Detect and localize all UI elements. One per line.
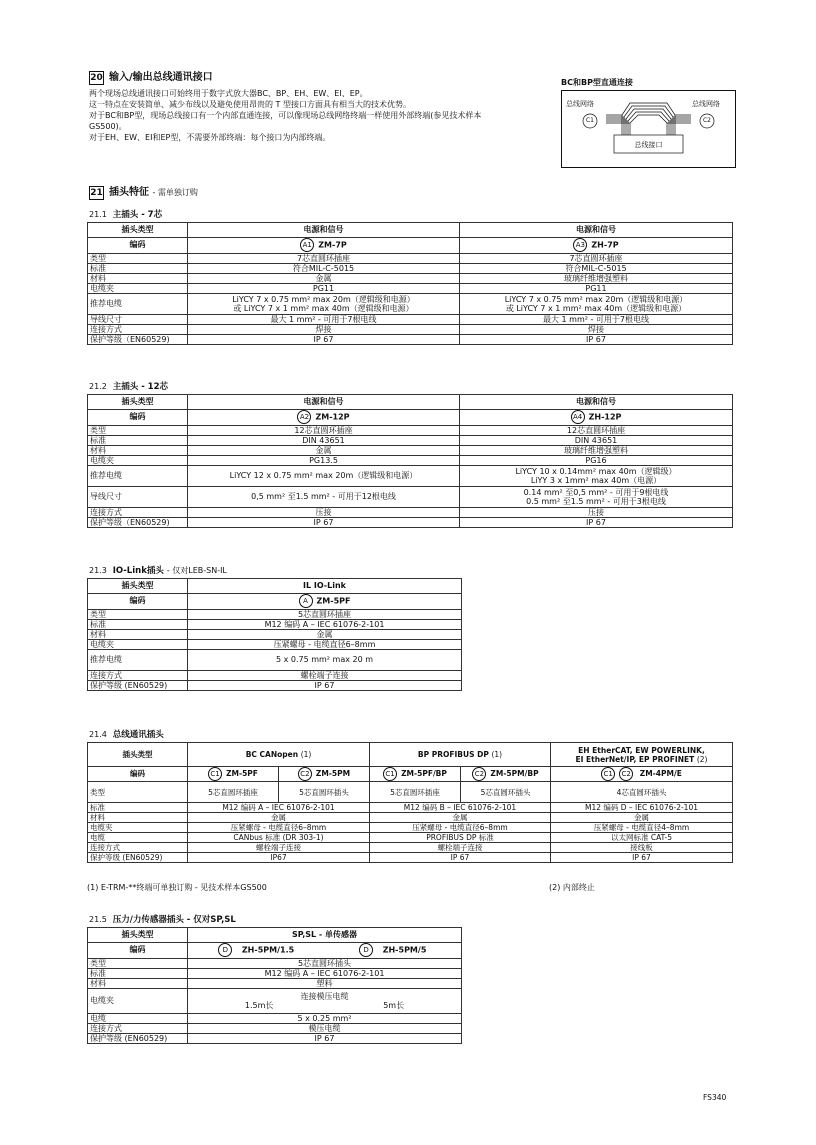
table-cell: 螺栓端子连接 [188,843,370,853]
row-label: 编码 [88,594,188,610]
col-header: 插头类型 [88,395,188,410]
code-circle: A3 [573,238,587,252]
table-cell [188,988,462,1013]
table-cell: 压紧螺母 - 电缆直径6–8mm [188,639,462,649]
table-cell: PROFIBUS DP 标准 [370,833,551,843]
cell-line: 5m长 [383,1000,405,1010]
table-cell: 焊接 [188,324,460,334]
right-bus-label: 总线网络 [692,100,720,108]
row-label: 电缆夹 [88,639,188,649]
header-text: EI EtherNet/IP, EP PROFINET [575,754,695,764]
heading-text: 总线通讯插头 [112,730,164,740]
table-cell: IP 67 [188,334,460,344]
code-circle: C2 [619,767,633,781]
row-label: 保护等级 (EN60529) [88,680,188,690]
row-label: 标准 [88,619,188,629]
code-circle: A2 [297,410,311,424]
col-header: 电源和信号 [188,395,460,410]
cell-line: 0.5 mm² 至1.5 mm² - 可用于3根电线 [526,496,666,506]
row-label: 推荐电缆 [88,649,188,670]
heading-text: IO-Link插头 [112,566,164,576]
cell-line: 0,5 mm² 至1.5 mm² - 可用于12根电线 [251,492,396,501]
col-header: 插头类型 [88,579,188,594]
row-label: 编码 [88,238,188,254]
section-20-title [89,68,213,85]
cell-line: LiYCY 7 x 0.75 mm² max 20m（逻辑级和电源） [504,294,688,304]
table-cell: 最大 1 mm² - 可用于7根电线 [460,314,733,324]
table-cell: IP 67 [370,853,551,863]
code-circle: D [359,943,373,957]
row-label: 标准 [88,263,188,273]
table-cell: 5芯直圆环插头 [188,958,462,968]
row-label: 导线尺寸 [88,486,188,507]
code-circle: A [299,594,313,608]
col-header: IL IO-Link [188,579,462,594]
section-number: 20 [90,73,103,83]
table-cell: 金属 [188,273,460,283]
code-cell [188,943,325,959]
table-cell: 压紧螺母 - 电缆直径6–8mm [188,823,370,833]
col-header: 插头类型 [88,743,188,767]
table-cell [460,293,733,314]
table-cell: 压接 [460,507,733,517]
section-20-text [89,88,549,143]
table-cell: 压接 [188,507,460,517]
table-cell: 5芯直圆环插头 [461,782,551,803]
row-label: 保护等级 (EN60529) [88,1033,188,1043]
paragraph-line: GS500)。 [89,122,127,131]
code-text: ZM-4PM/E [639,769,682,778]
table-cell: IP 67 [188,680,462,690]
row-label: 推荐电缆 [88,293,188,314]
table-21-4 [87,742,733,863]
table-cell: M12 编码 A – IEC 61076-2-101 [188,968,462,978]
heading-21-4 [89,728,164,740]
table-cell: 金属 [188,813,370,823]
heading-text: 主插头 - 12芯 [112,382,169,392]
cell-line: LiYY 3 x 1mm² max 40m（电源） [530,475,662,485]
paragraph-line: 两个现场总线通讯接口可始终用于数字式放大器BC、BP、EH、EW、EI、EP。 [89,89,368,98]
cell-line: LiYCY 7 x 0.75 mm² max 20m（逻辑级和电源） [232,294,415,304]
cell-line: 0.14 mm² 至0,5 mm² - 可用于9根电线 [523,487,669,497]
heading-number: 21.5 [89,915,107,924]
table-cell: 5芯直圆环插座 [370,782,461,803]
footnote-ref: (1) [491,749,503,759]
table-cell: 5芯直圆环插座 [188,782,279,803]
cell-line: 或 LiYCY 7 x 1 mm² max 40m（逻辑级和电源） [505,303,687,313]
code-cell [460,410,733,426]
table-21-5 [87,927,462,1044]
row-label: 类型 [88,958,188,968]
bus-interface-label: 总线接口 [634,141,663,149]
table-cell: PG16 [460,455,733,465]
col-header-bp [370,743,551,767]
code-cell [325,943,462,959]
table-cell: DIN 43651 [460,435,733,445]
footnote-2: (2) 内部终止 [549,883,595,892]
table-cell: 金属 [551,813,733,823]
row-label: 类型 [88,253,188,263]
heading-number: 21.2 [89,382,107,391]
row-label: 类型 [88,425,188,435]
table-cell: 4芯直圆环插头 [551,782,733,803]
row-label: 编码 [88,767,188,782]
section-number: 21 [90,188,103,198]
code-text: ZH-7P [591,240,619,250]
code-circle: C2 [472,767,486,781]
table-cell: 5芯直圆环插头 [279,782,370,803]
left-bus-label: 总线网络 [566,100,594,108]
row-label: 标准 [88,435,188,445]
code-circle: C2 [298,767,312,781]
page-number: FS340 [703,1093,727,1102]
row-label: 电缆夹 [88,823,188,833]
paragraph-line: 这一特点在安装简单、减少布线以及避免使用昂贵的 T 型接口方面具有相当大的技术优势。 [89,100,411,109]
row-label: 标准 [88,803,188,813]
code-circle: A4 [571,410,585,424]
heading-text: 主插头 - 7芯 [112,210,163,220]
table-cell: 符合MIL-C-5015 [188,263,460,273]
row-label: 编码 [88,943,188,959]
footnote-1: (1) E-TRM-**终端可单独订购 - 见技术样本GS500 [87,883,267,892]
diagram-title: BC和BP型直通连接 [561,78,633,87]
row-label: 连接方式 [88,670,188,680]
col-header: 电源和信号 [188,223,460,238]
table-cell [460,486,733,507]
passthrough-diagram [561,90,736,168]
code-text: ZM-5PF/BP [401,769,447,778]
table-cell: M12 编码 A – IEC 61076-2-101 [188,803,370,813]
col-header: 电源和信号 [460,395,733,410]
code-text: ZM-5PF [316,596,351,606]
code-text: ZH-12P [588,412,622,422]
table-cell: 金属 [188,629,462,639]
cell-line: 1.5m长 [244,1000,274,1010]
header-text: BC CANopen [245,749,299,759]
table-cell [188,486,460,507]
heading-number: 21.1 [89,210,107,219]
col-header: SP,SL - 单传感器 [188,928,462,943]
table-cell: 螺栓端子连接 [188,670,462,680]
row-label: 连接方式 [88,507,188,517]
table-cell: 金属 [188,445,460,455]
row-label: 电缆夹 [88,988,188,1013]
table-cell: IP 67 [188,1033,462,1043]
row-label: 材料 [88,978,188,988]
table-cell: M12 编码 D – IEC 61076-2-101 [551,803,733,813]
heading-21-2 [89,380,168,392]
row-label: 连接方式 [88,324,188,334]
row-label: 电缆夹 [88,283,188,293]
table-cell: 螺栓端子连接 [370,843,551,853]
code-text: ZH-5PM/5 [382,945,427,955]
table-cell: 12芯直圆环插座 [460,425,733,435]
row-label: 材料 [88,629,188,639]
row-label: 保护等级（EN60529) [88,334,188,344]
code-cell [460,238,733,254]
table-cell: 压紧螺母 - 电缆直径6–8mm [370,823,551,833]
section-title-text: 输入/输出总线通讯接口 [109,72,213,83]
table-cell: 最大 1 mm² - 可用于7根电线 [188,314,460,324]
paragraph-line: 对于EH、EW、EI和EP型，不需要外部终端：每个接口为内部终端。 [89,133,331,142]
table-cell: 接线板 [551,843,733,853]
c2-label: C2 [702,117,711,124]
section-subtitle: - 需单独订购 [152,188,198,197]
footnote-ref: (2) [696,754,708,764]
row-label: 连接方式 [88,843,188,853]
code-text: ZM-5PF [226,769,258,778]
table-cell: 7芯直圆环插座 [188,253,460,263]
table-cell: M12 编码 A – IEC 61076-2-101 [188,619,462,629]
table-cell: 压紧螺母 - 电缆直径4–8mm [551,823,733,833]
row-label: 材料 [88,273,188,283]
table-cell: IP 67 [460,517,733,527]
code-cell [461,767,551,782]
code-text: ZM-12P [315,412,350,422]
col-header-bc [188,743,370,767]
code-circle: A1 [300,238,314,252]
table-cell: DIN 43651 [188,435,460,445]
heading-21-3 [89,564,227,576]
table-cell: 5 x 0.25 mm² [188,1013,462,1023]
code-cell [551,767,733,782]
table-cell: M12 编码 B – IEC 61076-2-101 [370,803,551,813]
row-label: 推荐电缆 [88,465,188,486]
code-circle: C1 [383,767,397,781]
section-title-text: 插头特征 [109,187,149,198]
table-cell: PG11 [188,283,460,293]
footnote-ref: (1) [300,749,312,759]
cell-line: LiYCY 12 x 0.75 mm² max 20m（逻辑级和电源） [229,471,418,480]
code-cell [188,767,279,782]
row-label: 导线尺寸 [88,314,188,324]
table-cell: PG13.5 [188,455,460,465]
table-cell [188,465,460,486]
code-circle: D [218,943,232,957]
cell-line: 或 LiYCY 7 x 1 mm² max 40m（逻辑级和电源） [233,303,414,313]
heading-21-1 [89,208,162,220]
row-label: 电缆 [88,1013,188,1023]
table-cell: 以太网标准 CAT-5 [551,833,733,843]
heading-number: 21.3 [89,566,107,575]
table-21-3 [87,578,462,691]
table-cell [188,293,460,314]
table-21-2 [87,394,733,528]
code-cell [370,767,461,782]
table-cell: PG11 [460,283,733,293]
col-header: 插头类型 [88,928,188,943]
heading-text: 压力/力传感器插头 - 仅对SP,SL [112,915,236,925]
row-label: 电缆 [88,833,188,843]
table-cell: IP 67 [188,517,460,527]
row-label: 保护等级 (EN60529) [88,853,188,863]
row-label: 类型 [88,609,188,619]
table-cell: 12芯直圆环插座 [188,425,460,435]
table-cell: 5芯直圆环插座 [188,609,462,619]
code-cell [188,410,460,426]
code-text: ZH-5PM/1.5 [241,945,295,955]
c1-label: C1 [585,117,594,124]
table-cell: 玻璃纤维增强塑料 [460,445,733,455]
header-text: BP PROFIBUS DP [417,749,489,759]
cell-line: LiYCY 10 x 0.14mm² max 40m（逻辑级） [515,466,677,476]
row-label: 标准 [88,968,188,978]
table-21-1 [87,222,733,345]
heading-subtext: - 仅对LEB-SN-IL [166,566,227,575]
table-cell: IP 67 [460,334,733,344]
code-cell [188,238,460,254]
col-header-eh [551,743,733,767]
row-label: 材料 [88,445,188,455]
cell-line: 连接模压电缆 [300,991,349,1001]
heading-number: 21.4 [89,730,107,739]
code-cell [279,767,370,782]
row-label: 连接方式 [88,1023,188,1033]
table-cell: IP 67 [551,853,733,863]
table-cell [460,465,733,486]
cell-split [190,1001,459,1010]
table-cell: CANbus 标准 (DR 303-1) [188,833,370,843]
table-cell: IP67 [188,853,370,863]
table-cell: 模压电缆 [188,1023,462,1033]
row-label: 保护等级（EN60529) [88,517,188,527]
row-label: 编码 [88,410,188,426]
table-cell: 玻璃纤维增强塑料 [460,273,733,283]
col-header: 插头类型 [88,223,188,238]
code-text: ZM-5PM/BP [490,769,539,778]
code-circle: C1 [601,767,615,781]
table-cell: 塑料 [188,978,462,988]
table-cell: 5 x 0.75 mm² max 20 m [188,649,462,670]
heading-21-5 [89,913,236,925]
table-cell: 金属 [370,813,551,823]
code-text: ZM-5PM [315,769,351,778]
code-circle: C1 [208,767,222,781]
section-21-title [89,183,198,200]
table-cell: 符合MIL-C-5015 [460,263,733,273]
row-label: 电缆夹 [88,455,188,465]
code-cell [188,594,462,610]
row-label: 类型 [88,782,188,803]
code-text: ZM-7P [318,240,347,250]
table-cell: 焊接 [460,324,733,334]
header-text: EH EtherCAT, EW POWERLINK, [578,745,705,755]
row-label: 材料 [88,813,188,823]
col-header: 电源和信号 [460,223,733,238]
table-cell: 7芯直圆环插座 [460,253,733,263]
paragraph-line: 对于BC和BP型，现场总线接口有一个内部直通连接，可以像现场总线网络终端一样使用外部终端(参见技术样本 [89,111,482,120]
